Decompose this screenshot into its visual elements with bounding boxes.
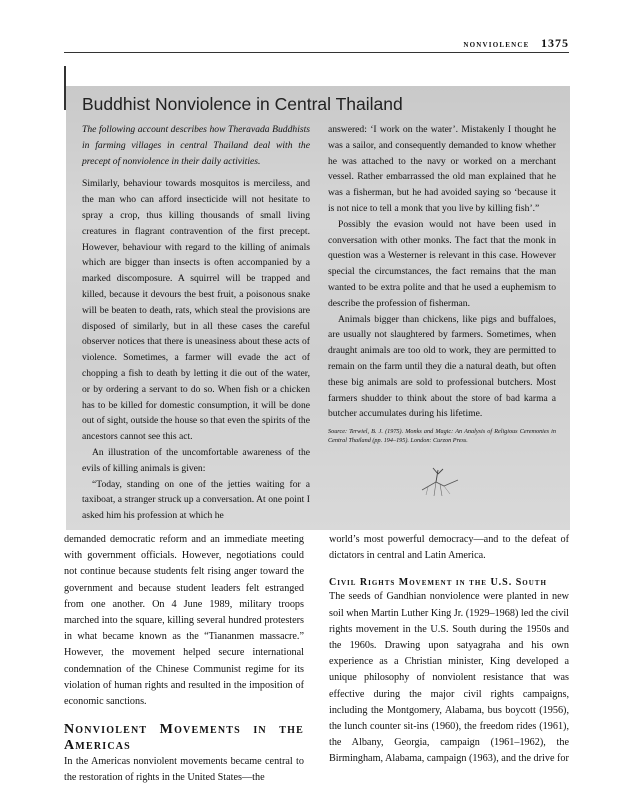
plant-sketch-icon [414,460,464,500]
sidebar-source: Source: Terwiel, B. J. (1975). Monks and Magic: An Analysis of Religious Ceremonies in Central Thailand (pp. 194–195). London: Curzon Press. [328,428,556,445]
sidebar-box [66,86,570,530]
body-paragraph: world’s most powerful democracy—and to the defeat of dictators in central and Latin America. [329,534,569,562]
section-heading-americas: Nonviolent Movements in the Americas [64,722,304,754]
sidebar-columns [82,122,556,524]
header-rule [64,52,569,53]
body-paragraph: demanded democratic reform and an immediate meeting with government officials. However, negotiations could not continue because students felt rising anger toward the government and because student leaders felt estranged from one another. On 4 June 1989, military troops marched into the square, killing several hundred protesters in what became known as the “Tiananmen massacre.” However, the movement helped secure international condemnation of the Chinese Communist regime for its violation of human rights and resulted in the imposition of economic sanctions. [64,534,304,708]
running-head [463,36,569,51]
sidebar-column-left [82,122,310,524]
subsection-heading-civil-rights: Civil Rights Movement in the U.S. South [329,577,547,589]
page-number: 1375 [541,36,569,50]
sidebar-paragraph: An illustration of the uncomfortable awareness of the evils of killing animals is given: [82,446,310,474]
running-head-title: nonviolence [463,39,530,50]
sidebar-paragraph: “Today, standing on one of the jetties waiting for a taxiboat, a stranger struck up a conversation. At one point I asked him his profession at which he [82,478,310,522]
sidebar-paragraph: Animals bigger than chickens, like pigs and buffaloes, are usually not slaughtered by farmers. Sometimes, when draught animals are too old to work, they are permitted to remain on the farm until they die a natural death, but often these big animals are sold to professional butchers. Most farmers shudder to think about the store of bad karma a butcher accumulates during his lifetime. [328,313,556,420]
body-paragraph: The seeds of Gandhian nonviolence were planted in new soil when Martin Luther King Jr. (1929–1968) led the civil rights movement in the U.S. South during the 1950s and the 1960s. Drawing upon satyagraha and his own experience as a Christian minister, King developed a unique philosophy of nonviolent resistance that was effective during the major civil rights campaigns, including the Montgomery, Alabama, bus boycott (1956), the lunch counter sit-ins (1960), the freedom rides (1961), the Albany, Georgia, campaign (1961–1962), the Birmingham, Alabama, campaign (1963), and the drive for [329,591,569,765]
sidebar-paragraph: Similarly, behaviour towards mosquitos is merciless, and the man who can afford insecticide will not hesitate to spray a crop, thus killing thousands of small living creatures in flagrant contravention of the first precept. However, behaviour with regard to the killing of animals which are bigger than insects is often accompanied by a marked discomposure. A squirrel will be trapped and killed, because it devours the best fruit, a poisonous snake will be beaten to death, rats, which steal the provisions are disposed of similarly, but in all these cases the careful observer notices that there is uneasiness about these acts of violence. Sometimes, a farmer will evade the act of chopping a fish to death by letting it die out of the water, or by ordering a servant to do so. When fish or a chicken has to be killed for domestic consumption, it will be done out of sight, outside the house so that even the spirits of the ancestors cannot see this act. [82,178,310,443]
sidebar-title: Buddhist Nonviolence in Central Thailand [82,94,403,114]
body-columns [64,532,569,787]
sidebar-intro: The following account describes how Theravada Buddhists in farming villages in central Thailand deal with the precept of nonviolence in their daily activities. [82,124,310,167]
body-paragraph: In the Americas nonviolent movements became central to the restoration of rights in the United States—the [64,756,304,784]
sidebar-paragraph: answered: ‘I work on the water’. Mistakenly I thought he was a sailor, and consequently demanded to know whether he was attached to the navy or worked on a merchant vessel. Rather embarrassed the old man explained that he was a fisherman, but he had avoided saying so ‘because it is not nice to tell a monk that you live by killing fish’.” [328,124,556,214]
body-column-right [329,532,569,787]
body-column-left [64,532,304,787]
sidebar-paragraph: Possibly the evasion would not have been used in conversation with other monks. The fact that the monk in question was a Westerner is relevant in this case. However special the circumstances, the fact remains that the man wanted to be extra polite and that he used a euphemism to describe the profession of fisherman. [328,218,556,309]
